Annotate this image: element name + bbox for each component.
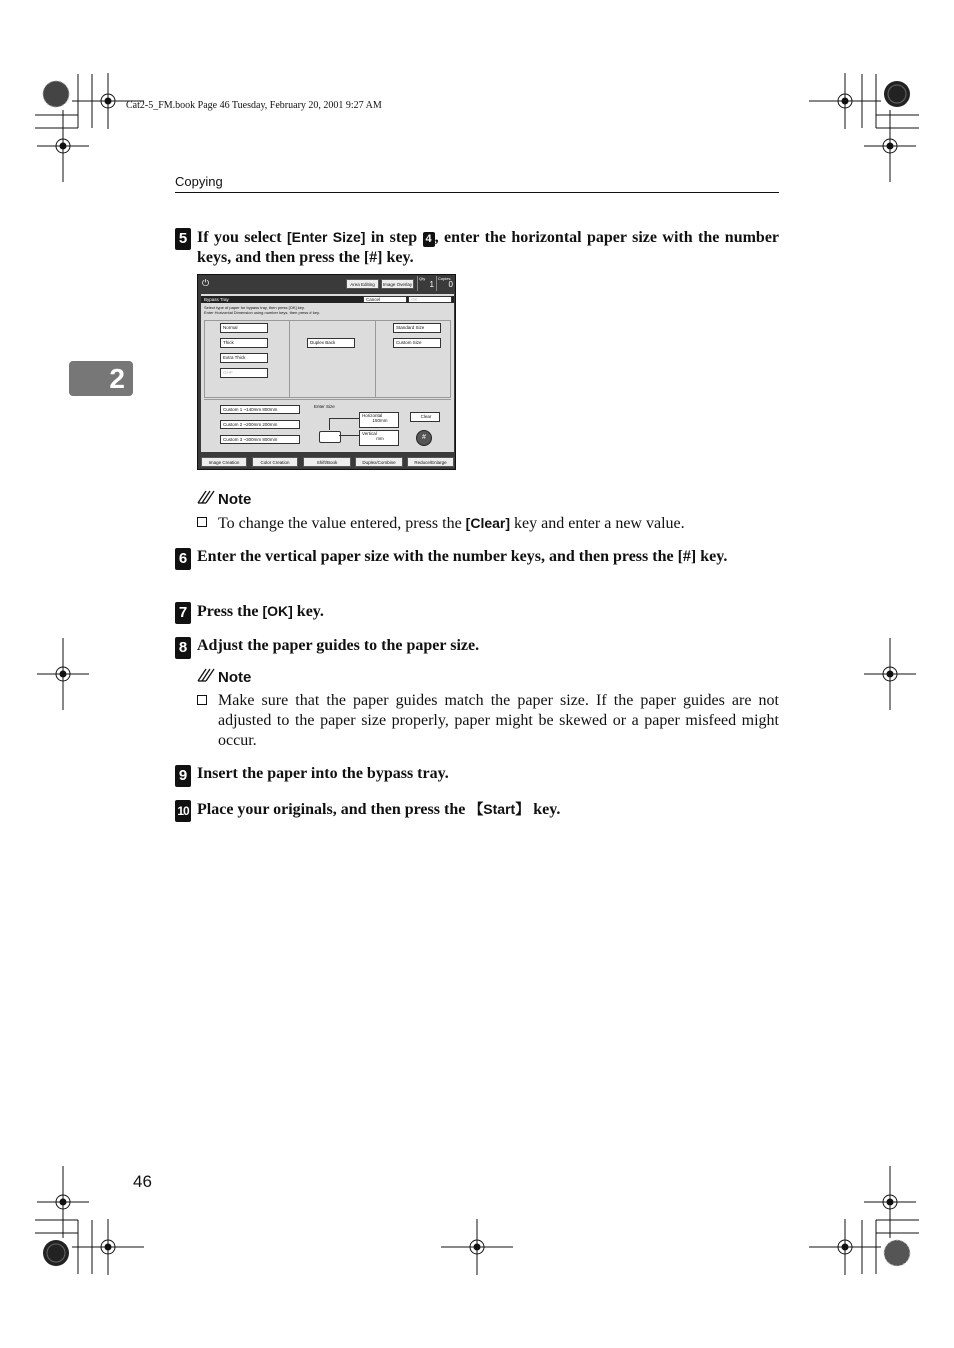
custom-1-button[interactable]: Custom 1 ~140mm 800mm [220, 405, 300, 414]
section-header: Copying [175, 174, 223, 189]
checkbox-icon [197, 517, 207, 527]
qty-counter: Qty 1 [419, 276, 434, 289]
key-start: 【Start】 [469, 801, 530, 817]
note-item: Make sure that the paper guides match the paper size. If the paper guides are not adjusted to the paper size properly, paper might be skewed or a paper misfeed might occur. [197, 691, 779, 751]
duplex-back-button[interactable]: Duplex Back [307, 338, 355, 348]
note-item: To change the value entered, press the [Clear] key and enter a new value. [197, 513, 779, 534]
step-number: 9 [175, 765, 191, 787]
pencil-icon [197, 489, 215, 505]
normal-button[interactable]: Normal [220, 323, 268, 333]
paper-icon [319, 431, 341, 443]
tab-duplex-combine[interactable]: Duplex/Combine [355, 457, 403, 467]
copies-counter: Copies 0 [438, 276, 453, 289]
note-title: Note [218, 669, 252, 686]
extra-thick-button[interactable]: Extra Thick [220, 353, 268, 363]
step-8: 8 Adjust the paper guides to the paper size. [175, 636, 779, 656]
chapter-tab: 2 [69, 361, 133, 396]
print-info-line: Cat2-5_FM.book Page 46 Tuesday, February 20, 2001 9:27 AM [126, 100, 382, 111]
step-number: 10 [175, 800, 191, 822]
standard-size-button[interactable]: Standard Size [393, 323, 441, 333]
area-editing-button[interactable]: Area Editing [346, 279, 379, 289]
tab-image-creation[interactable]: Image Creation [201, 457, 247, 467]
thick-button[interactable]: Thick [220, 338, 268, 348]
image-overlay-button[interactable]: Image Overlay [381, 279, 414, 289]
key-clear: [Clear] [465, 515, 511, 531]
custom-size-button[interactable]: Custom Size [393, 338, 441, 348]
custom-2-button[interactable]: Custom 2 ~200mm 200mm [220, 420, 300, 429]
step-7: 7 Press the [OK] key. [175, 601, 779, 622]
page-number: 46 [133, 1172, 152, 1191]
cancel-button[interactable]: Cancel [363, 296, 407, 303]
step-number: 7 [175, 602, 191, 624]
note-title: Note [218, 491, 252, 508]
custom-3-button[interactable]: Custom 3 ~300mm 800mm [220, 435, 300, 444]
key-enter-size: [Enter Size] [287, 229, 366, 245]
power-icon: ⏻ [202, 278, 210, 288]
key-ok: [OK] [262, 603, 293, 619]
horizontal-field[interactable]: Horizontal 150mm [359, 412, 399, 428]
instructions: Select type of paper for bypass tray, then press [OK] key. Enter Horizontal Dimension using number keys, then press # key. [204, 305, 320, 315]
pencil-icon [197, 667, 215, 683]
bypass-tray-screen [197, 274, 456, 470]
tab-color-creation[interactable]: Color Creation [252, 457, 298, 467]
ok-button[interactable]: OK [408, 296, 452, 303]
step-number: 8 [175, 637, 191, 659]
tab-reduce-enlarge[interactable]: Reduce/Enlarge [407, 457, 454, 467]
clear-button[interactable]: Clear [410, 412, 440, 422]
step-number: 6 [175, 548, 191, 570]
dialog-title: Bypass Tray [201, 296, 454, 303]
header-rule [175, 192, 779, 193]
dialog-panel [201, 294, 454, 452]
step-9: 9 Insert the paper into the bypass tray. [175, 764, 779, 784]
step-ref: 4 [423, 232, 435, 247]
hash-key-button[interactable]: # [416, 430, 432, 446]
step-6: 6 Enter the vertical paper size with the number keys, and then press the [#] key. [175, 547, 779, 567]
enter-size-label: Enter Size [314, 404, 335, 409]
step-5: 5 If you select [Enter Size] in step 4 , enter the horizontal paper size with the number keys, and then press the [#] key. [175, 227, 779, 268]
checkbox-icon [197, 695, 207, 705]
vertical-field[interactable]: Vertical mm [359, 430, 399, 446]
step-number: 5 [175, 228, 191, 250]
step-10: 10 Place your originals, and then press the 【Start】 key. [175, 799, 779, 820]
tab-shift-book[interactable]: Shift/Book [303, 457, 351, 467]
ohp-button[interactable]: OHP [220, 368, 268, 378]
